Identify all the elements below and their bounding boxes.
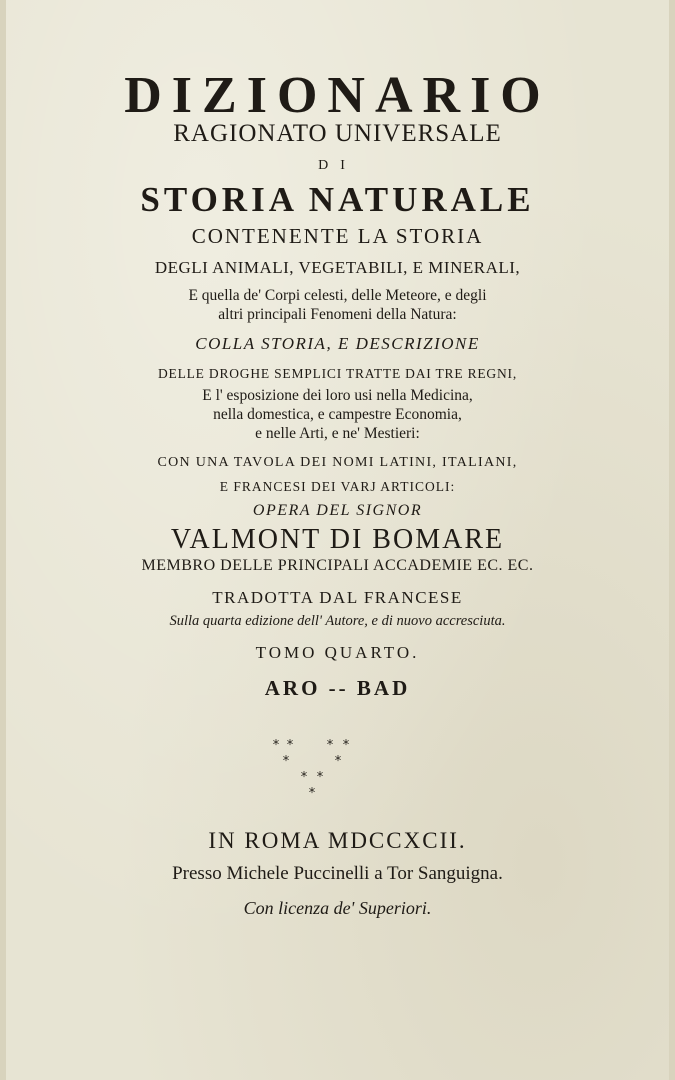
description-line-2: altri principali Fenomeni della Natura: <box>218 306 457 323</box>
book-subject: STORIA NATURALE <box>140 180 535 219</box>
svg-text:*: * <box>286 738 294 753</box>
uses-line-3: e nelle Arti, e ne' Mestieri: <box>255 425 420 442</box>
imprint-place-date: IN ROMA MDCCXCII. <box>208 828 467 853</box>
svg-text:*: * <box>316 770 324 785</box>
svg-text:*: * <box>342 738 350 753</box>
book-subtitle: RAGIONATO UNIVERSALE <box>173 120 502 147</box>
author-membership: MEMBRO DELLE PRINCIPALI ACCADEMIE EC. EC. <box>141 557 534 574</box>
translation-line: TRADOTTA DAL FRANCESE <box>212 588 463 607</box>
svg-text:*: * <box>308 786 316 801</box>
alphabetical-range: ARO -- BAD <box>264 676 411 700</box>
svg-text:*: * <box>272 738 280 753</box>
star-ornament-icon <box>262 735 362 805</box>
droghe-line: DELLE DROGHE SEMPLICI TRATTE DAI TRE REGNI, <box>157 366 517 381</box>
svg-text:*: * <box>334 754 342 769</box>
table-line-1: CON UNA TAVOLA DEI NOMI LATINI, ITALIANI, <box>157 455 518 470</box>
svg-text:*: * <box>300 770 308 785</box>
svg-text:*: * <box>282 754 290 769</box>
table-line-2: E FRANCESI DEI VARJ ARTICOLI: <box>219 479 456 494</box>
volume-line: TOMO QUARTO. <box>255 643 420 662</box>
author-name: VALMONT DI BOMARE <box>170 524 505 555</box>
imprint-printer: Presso Michele Puccinelli a Tor Sanguigna. <box>172 863 503 884</box>
uses-line-2: nella domestica, e campestre Economia, <box>213 406 462 423</box>
book-title: DIZIONARIO <box>124 67 551 124</box>
edition-line: Sulla quarta edizione dell' Autore, e di nuovo accresciuta. <box>169 613 506 629</box>
colla-heading: COLLA STORIA, E DESCRIZIONE <box>195 334 480 353</box>
description-line-1: E quella de' Corpi celesti, delle Meteore, e degli <box>188 287 487 304</box>
contents-line-2: DEGLI ANIMALI, VEGETABILI, E MINERALI, <box>154 258 521 277</box>
uses-line-1: E l' esposizione dei loro usi nella Medicina, <box>202 387 473 404</box>
connector-di: DI <box>318 158 357 173</box>
contents-line-1: CONTENENTE LA STORIA <box>191 224 484 248</box>
imprint-license: Con licenza de' Superiori. <box>243 898 432 918</box>
opera-line: OPERA DEL SIGNOR <box>252 502 423 519</box>
svg-text:*: * <box>326 738 334 753</box>
